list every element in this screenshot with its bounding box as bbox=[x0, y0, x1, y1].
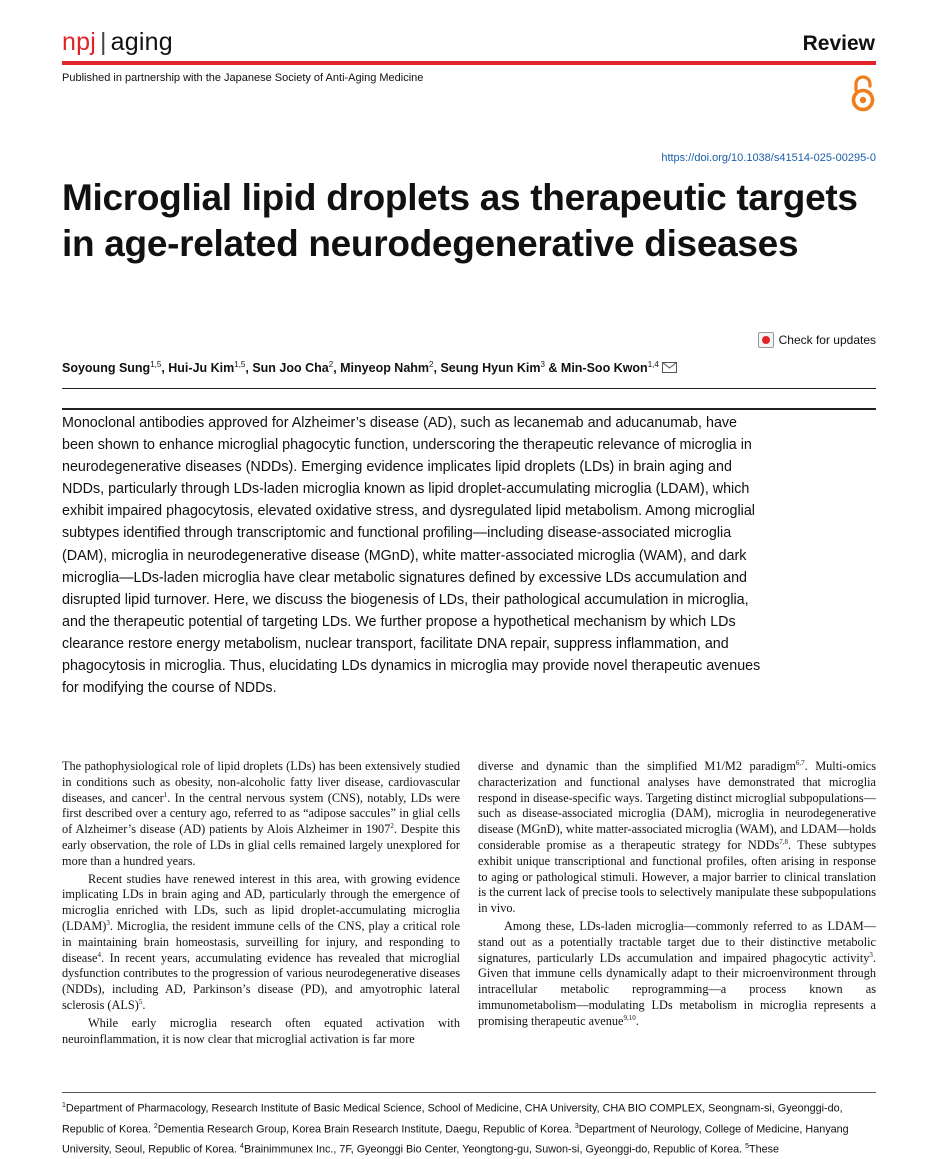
brand-separator: | bbox=[99, 28, 107, 56]
footnote-rule bbox=[62, 1092, 876, 1093]
text-run: diverse and dynamic than the simplified M1/M2 paradigm bbox=[478, 759, 796, 773]
author-rule bbox=[62, 388, 876, 389]
crossmark-icon bbox=[758, 332, 774, 348]
author-affiliation: 1,4 bbox=[647, 360, 659, 369]
journal-brand-npj: npj bbox=[62, 28, 96, 56]
author-name[interactable]: Seung Hyun Kim bbox=[440, 361, 541, 376]
abstract: Monoclonal antibodies approved for Alzheimer’s disease (AD), such as lecanemab and aducanumab, have been shown to enhance microglial phagocytic function, underscoring the therapeutic relevance of microglia in neurodegenerative diseases (NDDs). Emerging evidence implicates lipid droplets (LDs) in brain aging and NDDs, particularly through LDs-laden microglia known as lipid droplet-accumulating microglia (LDAM), which exhibit impaired phagocytosis, elevated oxidative stress, and dysregulated lipid metabolism. Among microglial subtypes identified through transcriptomic and functional profiling—including disease-associated microglia (DAM), microglia in neurodegenerative disease (MGnD), white matter-associated microglia (WAM), and dark microglia—LDs-laden microglia have clear metabolic signatures defined by excessive LDs accumulation and disrupted lipid turnover. Here, we discuss the biogenesis of LDs, their pathological accumulation in microglia, and the therapeutic potential of targeting LDs. We further propose a hypothetical mechanism by which LDs clearance restore energy metabolism, nuclear transport, facilitate DNA repair, suppress inflammation, and phagocytosis in microglia. Thus, elucidating LDs dynamics in microglia may provide novel therapeutic avenues for modifying the course of NDDs. bbox=[62, 415, 761, 697]
citation-ref[interactable]: 4 bbox=[97, 950, 102, 959]
citation-ref[interactable]: 5 bbox=[745, 1143, 750, 1151]
check-for-updates-label: Check for updates bbox=[778, 333, 876, 347]
author-name[interactable]: Sun Joo Cha bbox=[252, 361, 329, 376]
author-separator: , bbox=[161, 361, 169, 376]
abstract-rule bbox=[62, 408, 876, 410]
text-run: Among these, LDs-laden microglia—commonly referred to as LDAM—stand out as a potentially tractable target due to their distinctive metabolic signatures, particularly LDs accumulation and impaired phagocytic activity bbox=[478, 918, 876, 965]
author-affiliation: 2 bbox=[429, 360, 434, 369]
text-run: . bbox=[635, 1013, 639, 1028]
email-icon[interactable] bbox=[662, 362, 677, 373]
author-separator: , bbox=[245, 361, 253, 376]
author-name[interactable]: Hui-Ju Kim bbox=[168, 361, 235, 376]
body-paragraph bbox=[478, 919, 876, 1030]
author-separator: , bbox=[333, 361, 341, 376]
text-run: Dementia Research Group, Korea Brain Research Institute, Daegu, Republic of Korea. bbox=[157, 1123, 575, 1136]
partner-line: Published in partnership with the Japanese Society of Anti-Aging Medicine bbox=[62, 72, 424, 84]
text-run: Recent studies have renewed interest in this area, with growing evidence implicating LDs in brain aging and AD, particularly through the emergence of microglia enriched with LDs, such as lipid droplet-accumulating microglia (LDAM) bbox=[62, 871, 460, 933]
citation-ref[interactable]: 3 bbox=[869, 950, 873, 959]
citation-ref[interactable]: 9,10 bbox=[623, 1013, 636, 1022]
open-access-lock-icon[interactable] bbox=[850, 74, 876, 112]
doi-link[interactable]: https://doi.org/10.1038/s41514-025-00295-0 bbox=[661, 152, 876, 164]
article-title: Microglial lipid droplets as therapeutic targets in age-related neurodegenerative diseases bbox=[62, 177, 858, 264]
author-affiliation: 2 bbox=[328, 360, 334, 369]
author-affiliation: 3 bbox=[540, 360, 545, 369]
author-separator: & bbox=[544, 361, 561, 376]
citation-ref[interactable]: 3 bbox=[574, 1122, 579, 1130]
text-run: . In recent years, accumulating evidence has revealed that microglial dysfunction contributes to the progression of various neurodegenerative diseases (NDDs), including AD, Parkinson’s disease (PD), and amyotrophic lateral sclerosis (ALS) bbox=[62, 950, 460, 1012]
body-paragraph bbox=[62, 1016, 460, 1048]
author-name[interactable]: Soyoung Sung bbox=[62, 361, 151, 376]
text-run: Department of Pharmacology, Research Institute of Basic Medical Science, School of Medicine, CHA University, CHA BIO COMPLEX, Seongnam-si, Gyeonggi-do, Republic of Korea. bbox=[62, 1102, 843, 1136]
citation-ref[interactable]: 1 bbox=[62, 1102, 66, 1109]
author-name[interactable]: Min-Soo Kwon bbox=[560, 361, 648, 376]
citation-ref[interactable]: 4 bbox=[240, 1143, 244, 1151]
text-run: While early microglia research often equated activation with neuroinflammation, it is now clear that microglial activation is far more bbox=[62, 1015, 460, 1046]
affiliations-footnote bbox=[62, 1097, 882, 1159]
body-paragraph bbox=[478, 759, 876, 917]
author-affiliation: 1,5 bbox=[150, 360, 162, 369]
citation-ref[interactable]: 1 bbox=[163, 790, 168, 799]
text-run: . Microglia, the resident immune cells of the CNS, play a critical role in maintaining brain homeostasis, surveilling for injury, and responding to disease bbox=[62, 918, 460, 965]
citation-ref[interactable]: 2 bbox=[153, 1122, 158, 1130]
check-for-updates-button[interactable] bbox=[758, 332, 876, 348]
journal-brand-section: aging bbox=[110, 28, 173, 56]
text-run: The pathophysiological role of lipid droplets (LDs) has been extensively studied in conditions such as obesity, non-alcoholic fatty liver disease, cardiovascular diseases, and cancer bbox=[62, 759, 460, 805]
header-rule bbox=[62, 61, 876, 65]
body-paragraph bbox=[62, 872, 460, 1014]
body-column-right bbox=[478, 759, 876, 1030]
citation-ref[interactable]: 3 bbox=[106, 918, 110, 927]
text-run: . Multi-omics characterization and functional analyses have demonstrated that microglia respond in disease-specific ways. Targeting distinct microglial subpopulations—such as disease-associated microglia (DAM), microglia in neurodegenerative disease (MGnD), white matter-associated microglia (WAM), and LDAM—holds considerable promise as a therapeutic strategy for NDDs bbox=[478, 759, 876, 852]
citation-ref[interactable]: 2 bbox=[390, 822, 394, 831]
article-type: Review bbox=[802, 32, 875, 55]
text-run: . bbox=[142, 997, 146, 1012]
body-paragraph bbox=[62, 759, 460, 870]
text-run: . Given that immune cells dynamically adapt to their microenvironment through intracellular metabolic reprogramming—a process known as immunometabolism—modulating LDs metabolism in microglia represents a promising therapeutic avenue bbox=[478, 950, 876, 1028]
text-run: . In the central nervous system (CNS), notably, LDs were first described over a century ago, referred to as “adipose saccules” in glial cells of Alzheimer’s disease (AD) patients by Alois Alzheimer in 1907 bbox=[62, 790, 460, 837]
citation-ref[interactable]: 5 bbox=[138, 997, 143, 1006]
text-run: . These subtypes exhibit unique transcriptional and functional profiles, often arising in response to aging or pathological stimuli. However, a major barrier to clinical translation is the current lack of precise tools to selectively manipulate these subpopulations in vivo. bbox=[478, 837, 876, 916]
citation-ref[interactable]: 6,7 bbox=[795, 758, 805, 767]
body-column-left bbox=[62, 759, 460, 1047]
text-run: . Despite this early observation, the role of LDs in glial cells remained largely unexplored for more than a hundred years. bbox=[62, 822, 460, 868]
author-list bbox=[62, 360, 677, 375]
author-separator: , bbox=[433, 361, 441, 376]
author-name[interactable]: Minyeop Nahm bbox=[340, 361, 430, 376]
author-affiliation: 1,5 bbox=[234, 360, 246, 369]
text-run: Department of Neurology, College of Medicine, Hanyang University, Seoul, Republic of Korea. bbox=[62, 1123, 849, 1156]
text-run: These bbox=[749, 1143, 780, 1156]
citation-ref[interactable]: 7,8 bbox=[779, 837, 789, 846]
journal-brand[interactable] bbox=[62, 28, 173, 57]
text-run: Brainimmunex Inc., 7F, Gyeonggi Bio Center, Yeongtong-gu, Suwon-si, Gyeonggi-do, Republic of Korea. bbox=[243, 1143, 746, 1156]
